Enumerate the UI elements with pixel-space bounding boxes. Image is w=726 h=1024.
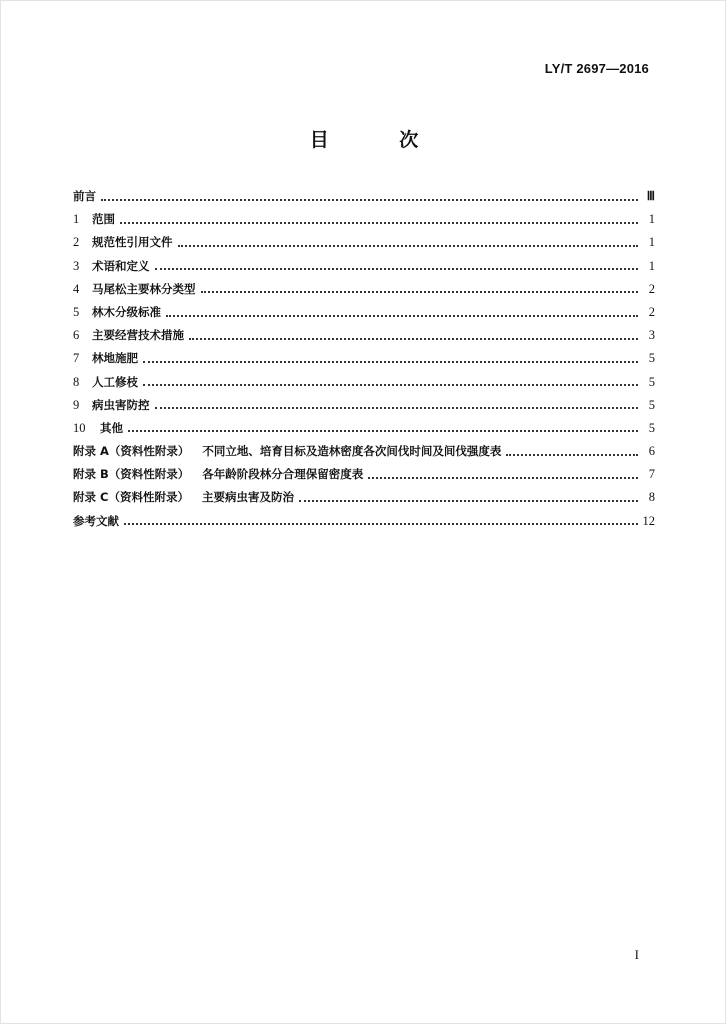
toc-entry-page: 5: [648, 351, 655, 366]
toc-entry-page: 5: [648, 397, 655, 412]
toc-entry-4[interactable]: [73, 278, 655, 301]
toc-entry-6[interactable]: [73, 324, 655, 347]
page-folio: I: [634, 947, 639, 962]
dot-leader: [143, 361, 638, 363]
toc-entry-foreword[interactable]: [73, 185, 655, 208]
toc-entry-label: 规范性引用文件: [92, 235, 173, 250]
toc-annex-a[interactable]: [73, 440, 655, 463]
toc-entry-3[interactable]: [73, 255, 655, 278]
toc-annex-c[interactable]: [73, 486, 655, 509]
dot-leader: [101, 199, 638, 201]
toc-entry-page: 3: [648, 328, 655, 343]
toc-entry-number: 8: [73, 374, 80, 389]
annex-label: 附录 C（资料性附录）: [73, 490, 189, 505]
toc-entry-page: 2: [648, 304, 655, 319]
toc-entry-label: 马尾松主要林分类型: [92, 281, 196, 296]
toc-entry-label: 主要经营技术措施: [92, 328, 184, 343]
toc-entry-number: 3: [73, 258, 80, 273]
toc-entry-number: 9: [73, 397, 80, 412]
toc-entry-label: 林地施肥: [92, 351, 138, 366]
dot-leader: [506, 454, 638, 456]
toc-entry-9[interactable]: [73, 394, 655, 417]
toc-entry-5[interactable]: [73, 301, 655, 324]
toc-entry-label: 林木分级标准: [92, 304, 161, 319]
toc-entry-number: 1: [73, 212, 80, 227]
toc-entry-7[interactable]: [73, 347, 655, 370]
dot-leader: [189, 338, 638, 340]
annex-title: 不同立地、培育目标及造林密度各次间伐时间及间伐强度表: [202, 444, 502, 459]
toc-entry-label: 前言: [73, 189, 96, 203]
toc-entry-2[interactable]: [73, 231, 655, 254]
toc-entry-page: 8: [648, 490, 655, 505]
toc-entry-label: 其他: [100, 420, 123, 435]
dot-leader: [155, 407, 639, 409]
dot-leader: [166, 315, 638, 317]
toc-entry-number: 4: [73, 281, 80, 296]
toc-entry-page: 1: [648, 212, 655, 227]
toc-entry-label: 病虫害防控: [92, 397, 150, 412]
toc-entry-page: 2: [648, 281, 655, 296]
table-of-contents: [73, 185, 655, 533]
dot-leader: [201, 291, 639, 293]
dot-leader: [178, 245, 639, 247]
toc-entry-bibliography[interactable]: [73, 510, 655, 533]
toc-entry-8[interactable]: [73, 371, 655, 394]
toc-entry-page: 7: [648, 467, 655, 482]
toc-entry-page: 6: [648, 444, 655, 459]
toc-entry-page: 5: [648, 420, 655, 435]
toc-entry-page: 1: [648, 258, 655, 273]
dot-leader: [155, 268, 639, 270]
dot-leader: [299, 500, 638, 502]
annex-title: 各年龄阶段林分合理保留密度表: [202, 467, 364, 482]
toc-entry-1[interactable]: [73, 208, 655, 231]
toc-entry-label: 参考文献: [73, 513, 119, 528]
toc-entry-number: 5: [73, 304, 80, 319]
toc-entry-number: 2: [73, 235, 80, 250]
toc-entry-page: 5: [648, 374, 655, 389]
dot-leader: [368, 477, 638, 479]
annex-label: 附录 B（资料性附录）: [73, 467, 190, 482]
toc-annex-b[interactable]: [73, 463, 655, 486]
toc-entry-page: 1: [648, 235, 655, 250]
dot-leader: [143, 384, 638, 386]
toc-entry-number: 10: [73, 420, 86, 435]
toc-entry-number: 7: [73, 351, 80, 366]
annex-label: 附录 A（资料性附录）: [73, 444, 190, 459]
toc-entry-page: Ⅲ: [646, 189, 655, 203]
dot-leader: [120, 222, 638, 224]
annex-title: 主要病虫害及防治: [201, 490, 294, 505]
toc-entry-number: 6: [73, 328, 80, 343]
toc-entry-label: 人工修枝: [92, 374, 138, 389]
dot-leader: [128, 430, 638, 432]
toc-entry-label: 范围: [92, 212, 115, 227]
toc-entry-label: 术语和定义: [92, 258, 150, 273]
toc-entry-10[interactable]: [73, 417, 655, 440]
toc-entry-page: 12: [642, 513, 655, 528]
standard-code: LY/T 2697—2016: [544, 61, 649, 76]
toc-title: 目 次: [309, 129, 451, 151]
dot-leader: [124, 523, 638, 525]
